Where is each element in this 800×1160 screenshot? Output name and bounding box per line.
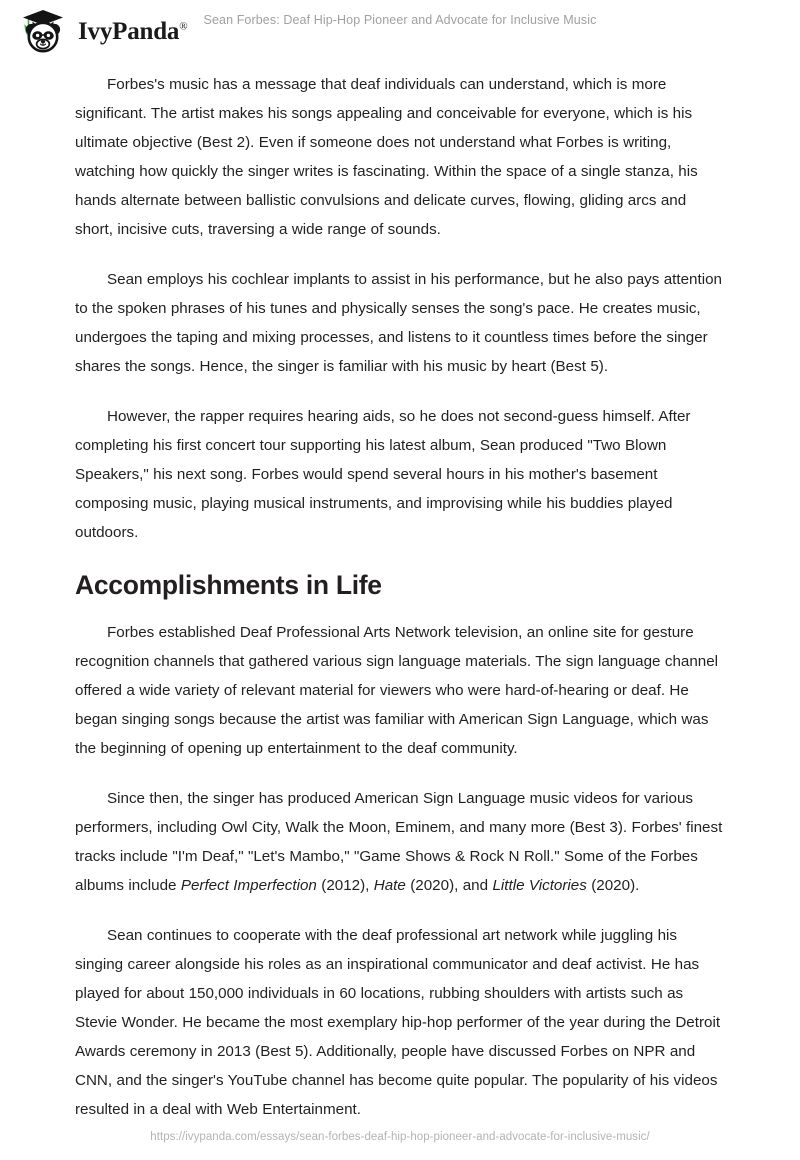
paragraph-text-part: (2012), [316, 877, 374, 894]
page-footer [0, 1127, 800, 1145]
paragraph: However, the rapper requires hearing aids, so he does not second-guess himself. After completing his first concert tour supporting his latest album, Sean produced "Two Blown Speakers," his next song. Forbes would spend several hours in his mother's basement composing music, playing musical instruments, and improvising while his buddies played outdoors. [75, 408, 691, 541]
section-heading: Accomplishments in Life [75, 570, 382, 600]
panda-graduation-cap-icon [14, 4, 72, 56]
paragraph: Forbes's music has a message that deaf individuals can understand, which is more significant. The artist makes his songs appealing and conceivable for everyone, which is his ultimate objective (Best 2). Even if someone does not understand what Forbes is writing, watching how quickly the singer writes is fascinating. Within the space of a single stanza, his hands alternate between ballistic convulsions and delicate curves, flowing, gliding arcs and short, incisive cuts, traversing a wide range of sounds. [75, 76, 698, 238]
paragraph-text-part: (2020). [586, 877, 640, 894]
paragraph: Sean employs his cochlear implants to assist in his performance, but he also pays attention to the spoken phrases of his tunes and physically senses the song's pace. He creates music, undergoes the taping and mixing processes, and listens to it countless times before the singer shares the songs. Hence, the singer is familiar with his music by heart (Best 5). [75, 271, 722, 375]
paragraph-text-part: Since then, the singer has produced American Sign Language music videos for various performers, including Owl City, Walk the Moon, Eminem, and many more (Best 3). Forbes' finest tracks include "I'm Deaf," "Let's Mambo," "Game Shows & Rock N Roll." Some of the Forbes albums include [75, 790, 723, 894]
source-url-link[interactable]: https://ivypanda.com/essays/sean-forbes-deaf-hip-hop-pioneer-and-advocate-for-inclusive-music/ [150, 1131, 650, 1143]
album-title: Little Victories [492, 877, 587, 894]
album-title: Hate [373, 877, 406, 894]
paragraph: Sean continues to cooperate with the deaf professional art network while juggling his singing career alongside his roles as an inspirational communicator and deaf activist. He has played for about 150,000 individuals in 60 locations, rubbing shoulders with artists such as Stevie Wonder. He became the most exemplary hip-hop performer of the year during the Detroit Awards ceremony in 2013 (Best 5). Additionally, people have discussed Forbes on NPR and CNN, and the singer's YouTube channel has become quite popular. The popularity of his videos resulted in a deal with Web Entertainment. [75, 927, 721, 1118]
album-title: Perfect Imperfection [180, 877, 317, 894]
registered-trademark-icon: ® [179, 20, 188, 33]
paragraph-text-part: (2020), and [405, 877, 493, 894]
paragraph-with-album-titles [75, 784, 726, 900]
brand-name-text: IvyPanda [78, 17, 180, 45]
page-header [0, 0, 800, 62]
document-title: Sean Forbes: Deaf Hip-Hop Pioneer and Advocate for Inclusive Music [203, 13, 597, 27]
brand-logo-link[interactable] [14, 4, 187, 56]
paragraph: Forbes established Deaf Professional Arts Network television, an online site for gesture recognition channels that gathered various sign language materials. The sign language channel offered a wide variety of relevant material for viewers who were hard-of-hearing or deaf. He began singing songs because the artist was familiar with American Sign Language, which was the beginning of opening up entertainment to the deaf community. [75, 624, 719, 757]
document-content [75, 70, 726, 1145]
